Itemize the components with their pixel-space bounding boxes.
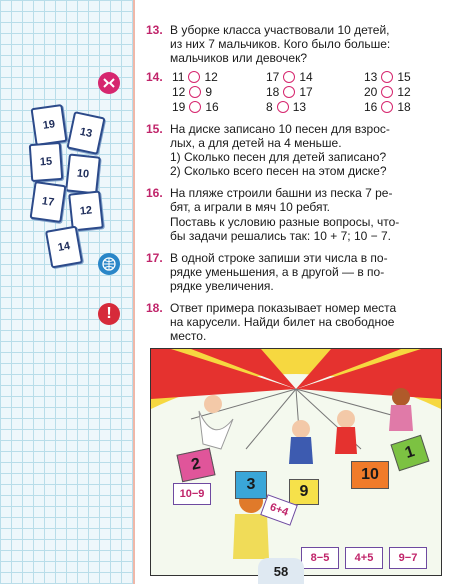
compare-pair: 16 18 — [364, 100, 411, 114]
page-number: 58 — [258, 558, 304, 584]
number-card: 13 — [66, 111, 105, 155]
task-13-line: мальчиков или девочек? — [170, 51, 308, 65]
compare-pair: 8 13 — [266, 100, 307, 114]
compare-pair: 17 14 — [266, 70, 313, 84]
compare-pair: 20 12 — [364, 85, 411, 99]
carousel-seat: 9 — [289, 479, 319, 505]
task-17-line: В одной строке запиши эти числа в по- — [170, 251, 388, 265]
task-15-line: 2) Сколько всего песен на этом диске? — [170, 164, 387, 178]
compare-pair: 18 17 — [266, 85, 313, 99]
carousel-seat: 3 — [235, 471, 267, 499]
compare-pair: 19 16 — [172, 100, 219, 114]
compare-pair: 11 12 — [172, 70, 218, 84]
task-17-line: рядке уменьшения, а в другой — в по- — [170, 265, 385, 279]
task-15-number: 15. — [146, 122, 163, 136]
task-18-number: 18. — [146, 301, 163, 315]
carousel-seat: 2 — [176, 448, 215, 482]
compare-glyph — [102, 76, 116, 90]
task-16-line: бы задачи решались так: 10 + 7; 10 − 7. — [170, 229, 391, 243]
number-card: 14 — [45, 226, 83, 269]
compare-icon — [98, 72, 120, 94]
task-15-line: На диске записано 10 песен для взрос- — [170, 122, 390, 136]
carousel-ticket: 8−5 — [301, 547, 339, 569]
globe-icon — [98, 253, 120, 275]
globe-glyph — [101, 256, 117, 272]
task-16-line: Поставь к условию разные вопросы, что- — [170, 215, 400, 229]
task-17-number: 17. — [146, 251, 163, 265]
task-14-number: 14. — [146, 70, 163, 84]
carousel-seat: 1 — [390, 435, 429, 472]
number-card: 10 — [65, 153, 101, 194]
task-13-number: 13. — [146, 23, 163, 37]
carousel-seat: 10 — [351, 461, 389, 489]
number-card: 15 — [29, 142, 64, 182]
carousel-illustration — [150, 348, 442, 576]
carousel-ticket: 6+4 — [260, 494, 298, 526]
task-15-line: 1) Сколько песен для детей записано? — [170, 150, 387, 164]
task-13-line: В уборке класса участвовали 10 детей, — [170, 23, 390, 37]
task-18-line: на карусели. Найди билет на свободное — [170, 315, 395, 329]
carousel-ticket: 4+5 — [345, 547, 383, 569]
margin-line — [133, 0, 135, 584]
task-13-line: из них 7 мальчиков. Кого было больше: — [170, 37, 391, 51]
task-17-line: рядке увеличения. — [170, 279, 274, 293]
task-15-line: лых, а для детей на 4 меньше. — [170, 136, 342, 150]
compare-pair: 13 15 — [364, 70, 411, 84]
task-16-line: бят, а играли в мяч 10 ребят. — [170, 200, 330, 214]
task-18-line: Ответ примера показывает номер места — [170, 301, 397, 315]
task-18-line: место. — [170, 329, 207, 343]
number-card: 19 — [31, 104, 68, 146]
exclamation-icon: ! — [98, 303, 120, 325]
carousel-ticket: 10−9 — [173, 483, 211, 505]
number-card: 17 — [30, 181, 67, 223]
compare-pair: 12 9 — [172, 85, 213, 99]
carousel-ticket: 9−7 — [389, 547, 427, 569]
task-16-line: На пляже строили башни из песка 7 ре- — [170, 186, 393, 200]
number-card: 12 — [68, 190, 104, 231]
task-16-number: 16. — [146, 186, 163, 200]
